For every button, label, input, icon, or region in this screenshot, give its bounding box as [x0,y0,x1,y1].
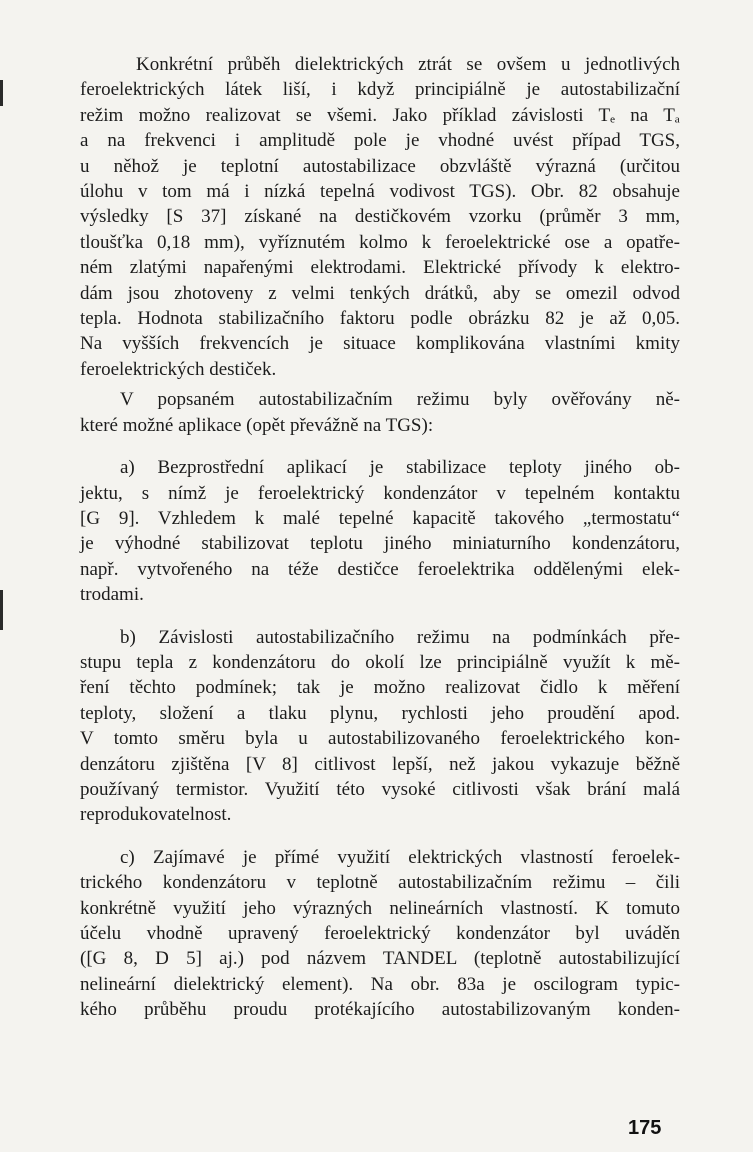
text-line: trodami. [80,584,144,606]
text-line: např. vytvořeného na téže destičce feroelektrika oddělenými elek- [80,558,680,580]
text-line: účelu vhodně upravený feroelektrický kondenzátor byl uváděn [80,923,680,944]
text-line: kého průběhu proudu protékajícího autostabilizovaným konden- [80,999,680,1021]
text-line: nelineární dielektrický element). Na obr. 83a je oscilogram typic- [80,973,680,995]
text-line: a na frekvenci i amplitudě pole je vhodné uvést případ TGS, [80,130,680,152]
text-line: trického kondenzátoru v teplotně autostabilizačním režimu – čili [80,872,680,894]
text-line: jektu, s nímž je feroelektrický kondenzátor v tepelném kontaktu [80,482,680,504]
text-line: c) Zajímavé je přímé využití elektrických vlastností feroelek- [120,846,680,868]
text-line: Konkrétní průběh dielektrických ztrát se ovšem u jednotlivých [136,54,680,75]
text-line: ([G 8, D 5] aj.) pod názvem TANDEL (teplotně autostabilizující [80,948,680,970]
text-line: teploty, složení a tlaku plynu, rychlosti jeho proudění apod. [80,702,680,724]
text-line: stupu tepla z kondenzátoru do okolí lze principiálně využít k mě- [80,651,680,673]
text-line: tepla. Hodnota stabilizačního faktoru podle obrázku 82 je až 0,05. [80,308,680,330]
text-line: u něhož je teplotní autostabilizace obzvláště výrazná (určitou [80,155,680,177]
text-line: feroelektrických látek liší, i když principiálně je autostabilizační [80,79,680,101]
text-line: konkrétně využití jeho výrazných nelineárních vlastností. K tomuto [80,897,680,919]
page-body [80,52,680,1023]
text-line: reprodukovatelnost. [80,804,232,826]
text-line: ném zlatými napařenými elektrodami. Elektrické přívody k elektro- [80,257,680,279]
text-line: které možné aplikace (opět převážně na TGS): [80,414,434,436]
text-line: V popsaném autostabilizačním režimu byly ověřovány ně- [120,389,680,411]
paragraph-item-b [80,625,680,828]
text-line: režim možno realizovat se všemi. Jako příklad závislosti Tₑ na Tₐ [80,104,680,126]
page-edge-mark-top [0,80,3,106]
text-line: V tomto směru byla u autostabilizovaného feroelektrického kon- [80,728,680,750]
text-line: dám jsou zhotoveny z velmi tenkých drátků, aby se omezil odvod [80,282,680,304]
text-line: výsledky [S 37] získané na destičkovém vzorku (průměr 3 mm, [80,206,680,228]
page-edge-mark-middle [0,590,3,630]
text-line: ření těchto podmínek; tak je možno realizovat čidlo k měření [80,677,680,699]
text-line: Na vyšších frekvencích je situace komplikována vlastními kmity [80,333,680,355]
text-line: denzátoru zjištěna [V 8] citlivost lepší, než jakou vykazuje běžně [80,753,680,775]
text-line: b) Závislosti autostabilizačního režimu na podmínkách pře- [120,626,680,648]
paragraph-item-c [80,845,680,1023]
text-line: úlohu v tom má i nízká tepelná vodivost TGS). Obr. 82 obsahuje [80,181,680,203]
text-line: [G 9]. Vzhledem k malé tepelné kapacitě takového „termostatu“ [80,507,680,529]
text-line: a) Bezprostřední aplikací je stabilizace teploty jiného ob- [120,457,680,479]
paragraph-intro [80,52,680,382]
text-line: feroelektrických destiček. [80,358,277,380]
page-number: 175 [628,1117,662,1139]
text-line: je výhodné stabilizovat teplotu jiného miniaturního kondenzátoru, [80,533,680,555]
paragraph-item-a [80,455,680,607]
text-line: tloušťka 0,18 mm), vyříznutém kolmo k feroelektrické ose a opatře- [80,231,680,253]
paragraph-applications-intro [80,387,680,438]
text-line: používaný termistor. Využití této vysoké citlivosti však brání malá [80,778,680,800]
